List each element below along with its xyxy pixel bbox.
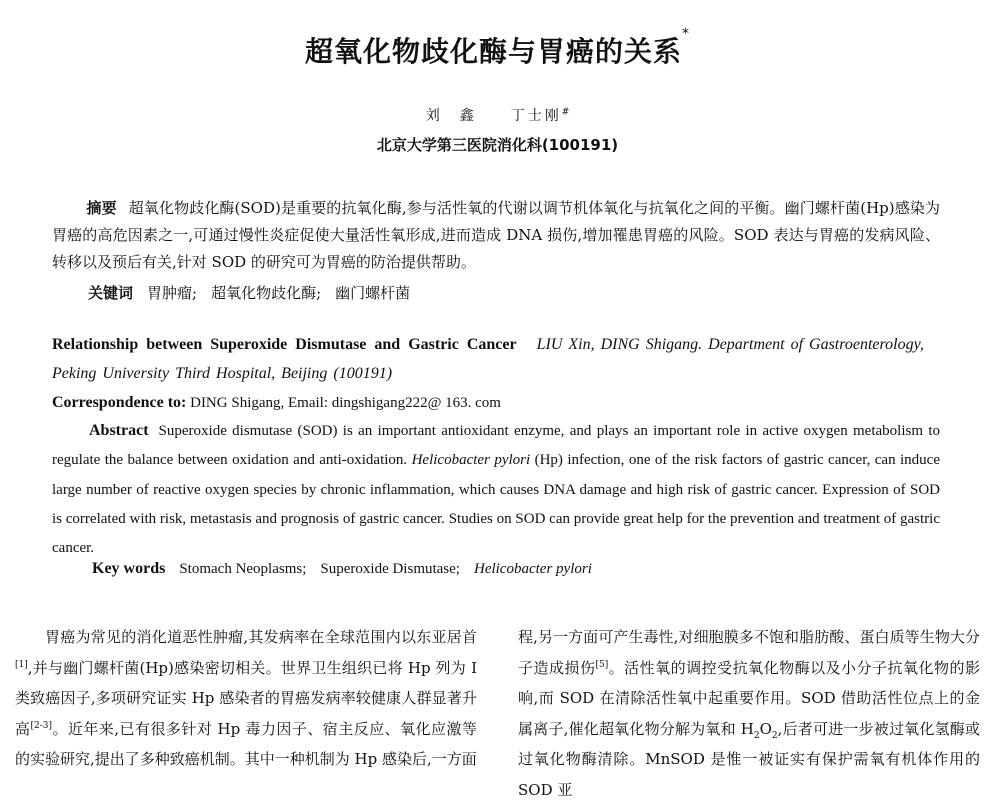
chinese-keyword: 胃肿瘤; <box>147 284 198 302</box>
title-text: 超氧化物歧化酶与胃癌的关系 <box>304 35 682 68</box>
paper-title <box>0 26 995 70</box>
author-ding: 丁士刚 <box>510 108 562 124</box>
english-title: Relationship between Superoxide Dismutase and Gastric Cancer <box>52 336 517 353</box>
species-name: Helicobacter pylori <box>411 452 531 469</box>
author-liu: 刘 鑫 <box>425 108 477 124</box>
english-title-block <box>52 330 940 388</box>
body-text: ,后者可进一步被过氧化氢酶或过氧化物酶清除。MnSOD 是惟一被证实有保护需氧有机体作用的 SOD 亚 <box>518 719 980 799</box>
title-footnote-mark: * <box>682 26 690 42</box>
correspondence-label: Correspondence to: <box>52 394 187 411</box>
chinese-keyword: 超氧化物歧化酶; <box>211 284 322 302</box>
english-authors-affiliation: LIU Xin, DING Shigang. Department of Gastroenterology, Peking University Third Hospital, Beijing (100191) <box>52 336 924 382</box>
body-text: 程,另一方面可产生毒性,对细胞膜多不饱和脂肪酸、蛋白质等生物大分子造成损伤 <box>518 628 980 677</box>
chinese-keyword: 幽门螺杆菌 <box>335 284 411 302</box>
body-text: 。近年来,已有很多针对 Hp 毒力因子、宿主反应、氧化应激等的实验研究,提出了多种致癌机制。其中一种机制为 Hp 感染后,一方面 <box>15 719 477 768</box>
corresponding-mark: # <box>561 107 570 118</box>
english-keyword: Helicobacter pylori <box>473 561 592 577</box>
body-text: ,并与幽门螺杆菌(Hp)感染密切相关。世界卫生组织已将 Hp 列为 I 类致癌因子,多项研究证实 Hp 感染者的胃癌发病率较健康人群显著升高 <box>15 658 477 738</box>
english-keyword: Stomach Neoplasms; <box>179 561 307 577</box>
citation: [2-3] <box>30 720 52 731</box>
english-abstract-text: Superoxide dismutase (SOD) is an important antioxidant enzyme, and plays an important role in active oxygen metabolism to regulate the balance between oxidation and anti-oxidation. <box>52 423 940 469</box>
body-column-left <box>15 622 477 775</box>
correspondence <box>52 388 940 418</box>
citation: [1] <box>15 659 28 670</box>
chinese-abstract <box>52 195 940 276</box>
english-abstract-text-cont: (Hp) infection, one of the risk factors of gastric cancer, can induce large number of reactive oxygen species by chronic inflammation, which causes DNA damage and high risk of gastric cancer. Expression of SOD is correlated with risk, metastasis and prognosis of gastric cancer. Studies on SOD can provide great help for the prevention and treatment of gastric cancer. <box>52 452 940 557</box>
citation: [5] <box>595 659 609 670</box>
chinese-abstract-label: 摘要 <box>86 199 117 217</box>
chinese-keywords <box>88 282 424 303</box>
body-column-right <box>518 622 980 805</box>
correspondence-text: DING Shigang, Email: dingshigang222@ 163. com <box>186 395 501 411</box>
english-keyword: Superoxide Dismutase; <box>320 561 460 577</box>
chinese-keywords-label: 关键词 <box>88 284 134 302</box>
english-abstract <box>52 416 940 563</box>
body-text: 胃癌为常见的消化道恶性肿瘤,其发病率在全球范围内以东亚居首 <box>45 628 477 646</box>
english-keywords-label: Key words <box>92 560 166 577</box>
author-line <box>0 105 995 125</box>
body-text: 。活性氧的调控受抗氧化物酶以及小分子抗氧化物的影响,而 SOD 在清除活性氧中起重要作用。SOD 借助活性位点上的金属离子,催化超氧化物分解为氧和 H <box>518 658 980 738</box>
english-keywords <box>92 560 592 578</box>
subscript: 2 <box>753 730 760 741</box>
body-text: O <box>759 719 772 738</box>
english-abstract-label: Abstract <box>89 422 149 439</box>
subscript: 2 <box>771 730 778 741</box>
affiliation: 北京大学第三医院消化科(100191) <box>376 136 619 154</box>
chinese-abstract-text: 超氧化物歧化酶(SOD)是重要的抗氧化酶,参与活性氧的代谢以调节机体氧化与抗氧化之间的平衡。幽门螺杆菌(Hp)感染为胃癌的高危因素之一,可通过慢性炎症促使大量活性氧形成,进而造成 DNA 损伤,增加罹患胃癌的风险。SOD 表达与胃癌的发病风险、转移以及预后有关,针对 SOD 的研究可为胃癌的防治提供帮助。 <box>52 199 940 271</box>
